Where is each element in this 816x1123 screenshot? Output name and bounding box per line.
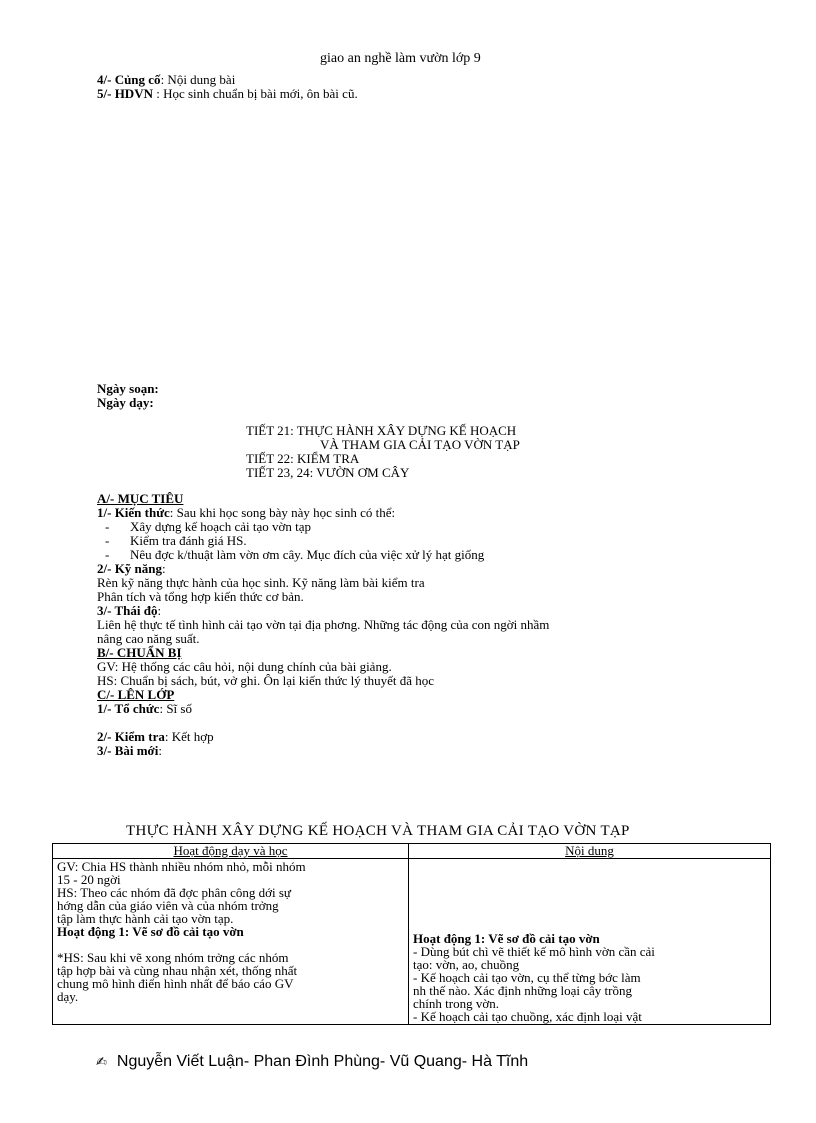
cell-line: 15 - 20 ngời bbox=[57, 872, 121, 887]
spacer bbox=[97, 716, 549, 730]
cell-line: tạo: vờn, ao, chuồng bbox=[413, 957, 520, 972]
lesson-title-line: TIẾT 21: THỰC HÀNH XÂY DỰNG KẾ HOẠCH bbox=[246, 423, 517, 438]
table-row bbox=[53, 859, 771, 1025]
page-footer bbox=[96, 1055, 528, 1070]
knowledge-item: - Xây dựng kế hoạch cải tạo vờn tạp bbox=[105, 519, 312, 534]
footer-author: Nguyễn Viết Luận- Phan Đình Phùng- Vũ Quang- Hà Tĩnh bbox=[116, 1053, 529, 1070]
objectives-heading: A/- MỤC TIÊU bbox=[97, 491, 184, 506]
lesson-body bbox=[97, 492, 549, 758]
cell-spacer bbox=[413, 873, 766, 886]
skills-label: 2/- Kỹ năng bbox=[97, 561, 163, 576]
procedure-heading: C/- LÊN LỚP bbox=[97, 687, 175, 702]
organization-label: 1/- Tổ chức bbox=[97, 701, 160, 716]
skills-text: Phân tích và tổng hợp kiến thức cơ bản. bbox=[97, 589, 304, 604]
new-lesson-line bbox=[97, 744, 549, 758]
attitude-text: nâng cao năng suất. bbox=[97, 631, 200, 646]
knowledge-item: - Kiểm tra đánh giá HS. bbox=[105, 533, 247, 548]
review-text: : Nội dung bài bbox=[160, 72, 236, 87]
lesson-title-line: TIẾT 23, 24: VƯỜN ƠM CÂY bbox=[246, 465, 410, 480]
knowledge-item-text: Xây dựng kế hoạch cải tạo vờn tạp bbox=[130, 519, 312, 534]
cell-spacer bbox=[413, 912, 766, 925]
cell-line: tập làm thực hành cải tạo vờn tạp. bbox=[57, 911, 234, 926]
knowledge-item-text: Nêu đợc k/thuật làm vờn ơm cây. Mục đích của việc xử lý hạt giống bbox=[130, 547, 485, 562]
skills-colon: : bbox=[162, 561, 166, 576]
table-header-row bbox=[53, 844, 771, 859]
review-label: 4/- Củng cố bbox=[97, 72, 161, 87]
knowledge-item: - Nêu đợc k/thuật làm vờn ơm cây. Mục đích của việc xử lý hạt giống bbox=[105, 547, 485, 562]
skills-line bbox=[97, 562, 549, 576]
check-line bbox=[97, 730, 549, 744]
cell-line: *HS: Sau khi vẽ xong nhóm trởng các nhóm bbox=[57, 950, 289, 965]
cell-line: GV: Chia HS thành nhiều nhóm nhỏ, mỗi nhóm bbox=[57, 859, 306, 874]
cell-line: chính trong vờn. bbox=[413, 996, 499, 1011]
cell-spacer bbox=[413, 886, 766, 899]
homework-text: : Học sinh chuẩn bị bài mới, ôn bài cũ. bbox=[152, 86, 358, 101]
pen-icon: ✍ bbox=[96, 1055, 107, 1070]
cell-spacer bbox=[413, 899, 766, 912]
check-text: : Kết hợp bbox=[164, 729, 214, 744]
table-header-activities: Hoạt động dạy và học bbox=[53, 844, 409, 859]
preparation-text: HS: Chuẩn bị sách, bút, vở ghi. Ôn lại kiến thức lý thuyết đã học bbox=[97, 673, 435, 688]
activity-heading: Hoạt động 1: Vẽ sơ đồ cải tạo vờn bbox=[413, 931, 600, 946]
cell-line: tập hợp bài và cùng nhau nhận xét, thống nhất bbox=[57, 963, 298, 978]
attitude-colon: : bbox=[157, 603, 162, 618]
knowledge-item-text: Kiểm tra đánh giá HS. bbox=[130, 533, 247, 548]
cell-line: - Kế hoạch cải tạo vờn, cụ thể từng bớc làm bbox=[413, 970, 641, 985]
cell-line: - Dùng bút chì vẽ thiết kế mô hình vờn cần cải bbox=[413, 944, 655, 959]
cell-line: dạy. bbox=[57, 989, 79, 1004]
attitude-line bbox=[97, 604, 549, 618]
knowledge-label: 1/- Kiến thức bbox=[97, 505, 170, 520]
knowledge-line bbox=[97, 506, 549, 520]
table-header-content: Nội dung bbox=[409, 844, 771, 859]
check-label: 2/- Kiểm tra bbox=[97, 729, 165, 744]
section-title: THỰC HÀNH XÂY DỰNG KẾ HOẠCH VÀ THAM GIA CẢI TẠO VỜN TẠP bbox=[126, 823, 630, 839]
lesson-title-line: TIẾT 22: KIỂM TRA bbox=[246, 451, 360, 466]
new-lesson-label: 3/- Bài mới bbox=[97, 743, 159, 758]
organization-text: : Sĩ số bbox=[159, 701, 192, 716]
activities-cell bbox=[53, 859, 409, 1025]
cell-line: HS: Theo các nhóm đã đợc phân công dới sự bbox=[57, 885, 291, 900]
lesson-dates bbox=[97, 382, 159, 410]
knowledge-text: : Sau khi học song bày này học sinh có thể: bbox=[169, 505, 396, 520]
preparation-text: GV: Hệ thống các câu hỏi, nội dung chính của bài giảng. bbox=[97, 659, 392, 674]
skills-text: Rèn kỹ năng thực hành của học sinh. Kỹ năng làm bài kiểm tra bbox=[97, 575, 425, 590]
new-lesson-text: : bbox=[158, 743, 162, 758]
date-prepared: Ngày soạn: bbox=[97, 381, 159, 396]
page-header: giao an nghề làm vườn lớp 9 bbox=[320, 51, 481, 66]
preparation-heading: B/- CHUẨN BỊ bbox=[97, 645, 182, 660]
cell-line: hớng dẫn của giáo viên và của nhóm trởng bbox=[57, 898, 279, 913]
homework-line bbox=[97, 87, 358, 101]
content-cell bbox=[409, 859, 771, 1025]
cell-line: nh thế nào. Xác định những loại cây trồng bbox=[413, 983, 632, 998]
organization-line bbox=[97, 702, 549, 716]
date-taught: Ngày dạy: bbox=[97, 395, 154, 410]
attitude-label: 3/- Thái độ bbox=[97, 603, 158, 618]
attitude-text: Liên hệ thực tế tình hình cải tạo vờn tại địa phơng. Những tác động của con ngời nhầm bbox=[97, 617, 550, 632]
review-lines bbox=[97, 73, 358, 101]
homework-label: 5/- HDVN bbox=[97, 86, 153, 101]
lesson-titles bbox=[246, 424, 520, 480]
review-line bbox=[97, 73, 358, 87]
lesson-title-line: VÀ THAM GIA CẢI TẠO VỜN TẠP bbox=[320, 437, 520, 452]
cell-line: chung mô hình điển hình nhất để báo cáo GV bbox=[57, 976, 294, 991]
lesson-table bbox=[52, 843, 771, 1025]
cell-line: - Kế hoạch cải tạo chuồng, xác định loại vật bbox=[413, 1009, 642, 1024]
cell-spacer bbox=[413, 860, 766, 873]
activity-heading: Hoạt động 1: Vẽ sơ đồ cải tạo vờn bbox=[57, 924, 244, 939]
